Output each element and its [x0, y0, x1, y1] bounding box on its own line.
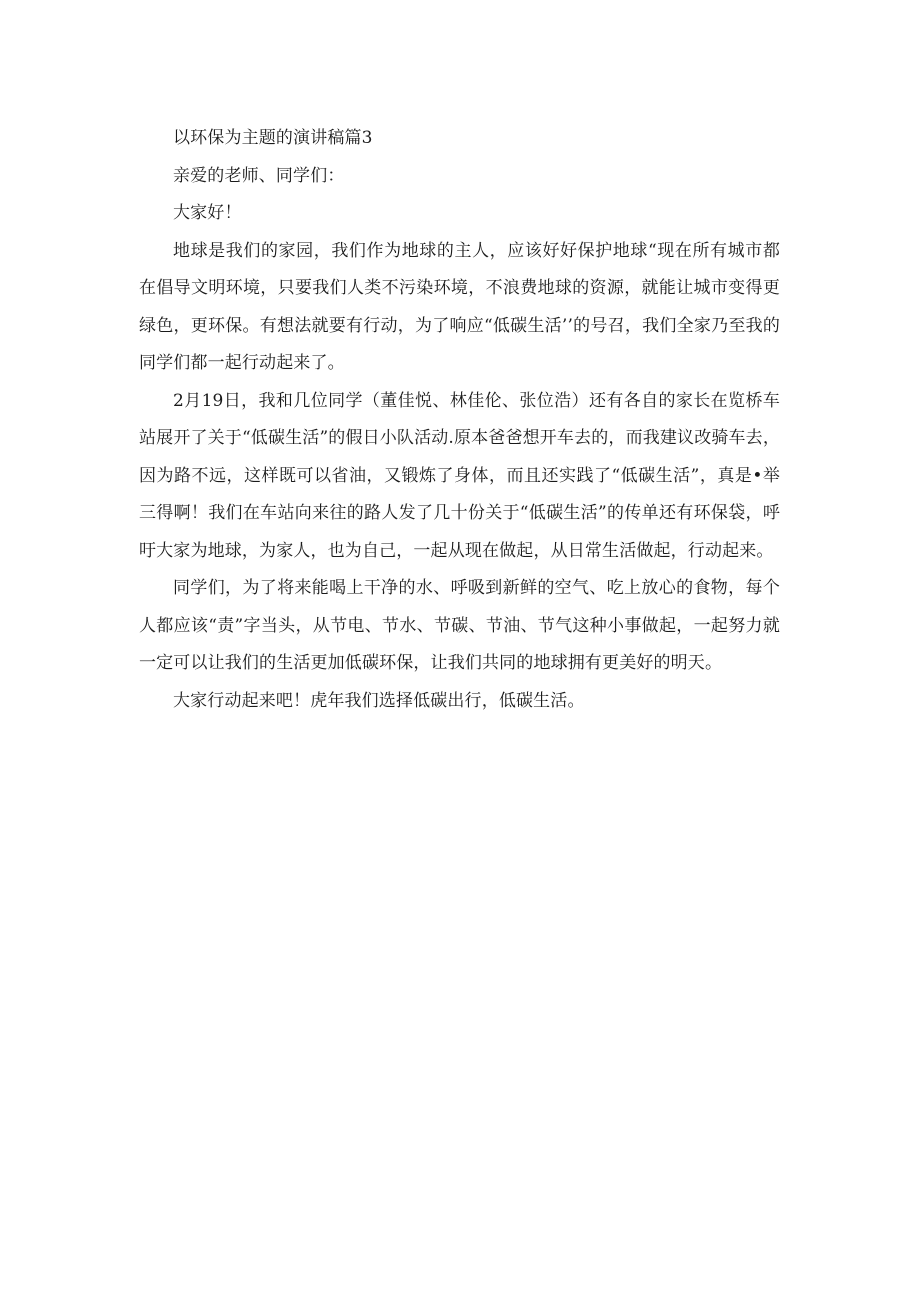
document-title: 以环保为主题的演讲稿篇3: [173, 128, 373, 148]
paragraph-1: 地球是我们的家园，我们作为地球的主人，应该好好保护地球“现在所有城市都在倡导文明环境，只要我们人类不污染环境，不浪费地球的资源，就能让城市变得更绿色，更环保。有想法就要有行动，为了响应“低碳生活’’的号召，我们全家乃至我的同学们都一起行动起来了。: [139, 240, 780, 373]
paragraph-4: 大家行动起来吧！虎年我们选择低碳出行，低碳生活。: [173, 690, 585, 711]
paragraph-2: 2月19日，我和几位同学（董佳悦、林佳伦、张位浩）还有各自的家长在览桥车站展开了关于“低碳生活”的假日小队活动.原本爸爸想开车去的，而我建议改骑车去，因为路不远，这样既可以省油，又锻炼了身体，而且还实践了“低碳生活”，真是•举三得啊！我们在车站向来往的路人发了几十份关于“低碳生活”的传单还有环保袋，呼吁大家为地球，为家人，也为自己，一起从现在做起，从日常生活做起，行动起来。: [139, 390, 780, 561]
greeting: 大家好！: [173, 203, 242, 223]
document-body: [139, 120, 780, 720]
salutation: 亲爱的老师、同学们：: [173, 165, 345, 186]
paragraph-3: 同学们，为了将来能喝上干净的水、呼吸到新鲜的空气、吃上放心的食物，每个人都应该“责”字当头，从节电、节水、节碳、节油、节气这种小事做起，一起努力就一定可以让我们的生活更加低碳环保，让我们共同的地球拥有更美好的明天。: [139, 578, 780, 673]
